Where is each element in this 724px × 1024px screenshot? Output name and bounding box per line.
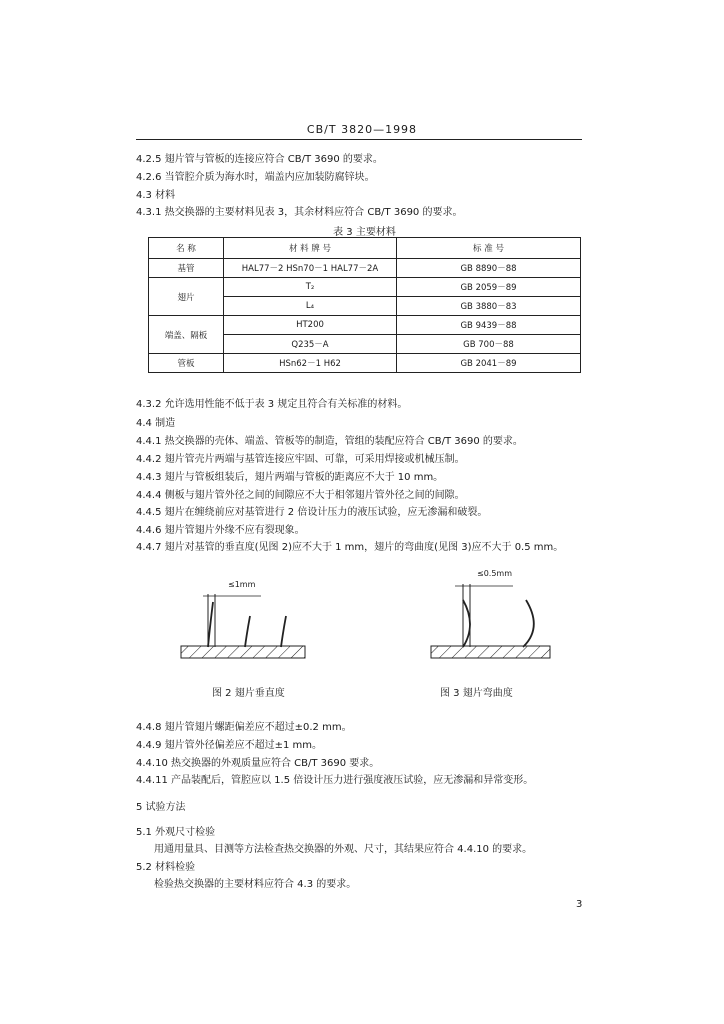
clause-5-1-text: 用通用量具、目测等方法检查热交换器的外观、尺寸，其结果应符合 4.4.10 的要求。	[154, 844, 533, 855]
cell-standard: GB 3880－83	[397, 297, 581, 316]
clause-4-4-11: 4.4.11 产品装配后，管腔应以 1.5 倍设计压力进行强度液压试验，应无渗漏和异常变形。	[136, 775, 534, 786]
header-material: 材 料 牌 号	[224, 238, 397, 259]
table-caption: 表 3 主要材料	[333, 227, 396, 238]
base-tube	[181, 646, 305, 658]
cell-material: HAL77－2 HSn70－1 HAL77－2A	[224, 259, 397, 278]
section-5-2-title: 5.2 材料检验	[136, 862, 196, 873]
table-row	[149, 354, 581, 373]
section-4-4-title: 4.4 制造	[136, 418, 176, 429]
fig3-dimension-label: ≤0.5mm	[477, 569, 513, 578]
section-5-1-title: 5.1 外观尺寸检验	[136, 827, 216, 838]
clause-4-4-1: 4.4.1 热交换器的壳体、端盖、管板等的制造，管组的装配应符合 CB/T 3690 的要求。	[136, 436, 523, 447]
materials-table	[148, 237, 581, 373]
cell-name: 管板	[149, 354, 224, 373]
cell-standard: GB 700－88	[397, 335, 581, 354]
table-header-row	[149, 238, 581, 259]
clause-4-4-8: 4.4.8 翅片管翅片螺距偏差应不超过±0.2 mm。	[136, 722, 352, 733]
clause-4-4-6: 4.4.6 翅片管翅片外缘不应有裂现象。	[136, 525, 305, 536]
section-5-title: 5 试验方法	[136, 802, 186, 813]
fin	[245, 616, 250, 647]
header-name: 名 称	[149, 238, 224, 259]
fig3-caption: 图 3 翅片弯曲度	[440, 688, 513, 699]
clause-4-3-2: 4.3.2 允许选用性能不低于表 3 规定且符合有关标准的材料。	[136, 399, 408, 410]
page-header: CB/T 3820—1998	[306, 123, 418, 136]
cell-material: T₂	[224, 278, 397, 297]
cell-standard: GB 9439－88	[397, 316, 581, 335]
clause-4-4-4: 4.4.4 侧板与翅片管外径之间的间隙应不大于相邻翅片管外径之间的间隙。	[136, 490, 465, 501]
base-tube	[431, 646, 550, 658]
page-number: 3	[576, 899, 583, 910]
cell-material: Q235－A	[224, 335, 397, 354]
fin	[208, 602, 213, 647]
fig2-dimension-label: ≤1mm	[228, 580, 256, 589]
header-standard: 标 准 号	[397, 238, 581, 259]
fin	[463, 600, 470, 647]
fin	[523, 600, 534, 647]
table-row	[149, 278, 581, 297]
fin-curvature-figure	[425, 570, 560, 665]
clause-4-3-1: 4.3.1 热交换器的主要材料见表 3，其余材料应符合 CB/T 3690 的要求。	[136, 207, 463, 218]
cell-name: 端盖、隔板	[149, 316, 224, 354]
clause-4-4-10: 4.4.10 热交换器的外观质量应符合 CB/T 3690 要求。	[136, 758, 380, 769]
clause-4-4-3: 4.4.3 翅片与管板组装后，翅片两端与管板的距离应不大于 10 mm。	[136, 472, 444, 483]
section-4-3-title: 4.3 材料	[136, 190, 176, 201]
cell-material: HSn62－1 H62	[224, 354, 397, 373]
cell-material: HT200	[224, 316, 397, 335]
cell-standard: GB 2059－89	[397, 278, 581, 297]
cell-standard: GB 2041－89	[397, 354, 581, 373]
cell-name: 基管	[149, 259, 224, 278]
cell-name: 翅片	[149, 278, 224, 316]
clause-4-2-6: 4.2.6 当管腔介质为海水时，端盖内应加装防腐锌块。	[136, 172, 375, 183]
table-row	[149, 259, 581, 278]
clause-4-4-9: 4.4.9 翅片管外径偏差应不超过±1 mm。	[136, 740, 323, 751]
cell-material: L₄	[224, 297, 397, 316]
header-rule	[136, 139, 582, 140]
clause-4-2-5: 4.2.5 翅片管与管板的连接应符合 CB/T 3690 的要求。	[136, 154, 383, 165]
clause-4-4-2: 4.4.2 翅片管壳片两端与基管连接应牢固、可靠，可采用焊接或机械压制。	[136, 454, 465, 465]
clause-5-2-text: 检验热交换器的主要材料应符合 4.3 的要求。	[154, 879, 357, 890]
clause-4-4-7: 4.4.7 翅片对基管的垂直度(见图 2)应不大于 1 mm，翅片的弯曲度(见图 3)应不大于 0.5 mm。	[136, 542, 564, 553]
fig2-caption: 图 2 翅片垂直度	[212, 688, 285, 699]
cell-standard: GB 8890－88	[397, 259, 581, 278]
clause-4-4-5: 4.4.5 翅片在缠绕前应对基管进行 2 倍设计压力的液压试验，应无渗漏和破裂。	[136, 507, 488, 518]
fin	[281, 616, 286, 647]
table-row	[149, 316, 581, 335]
